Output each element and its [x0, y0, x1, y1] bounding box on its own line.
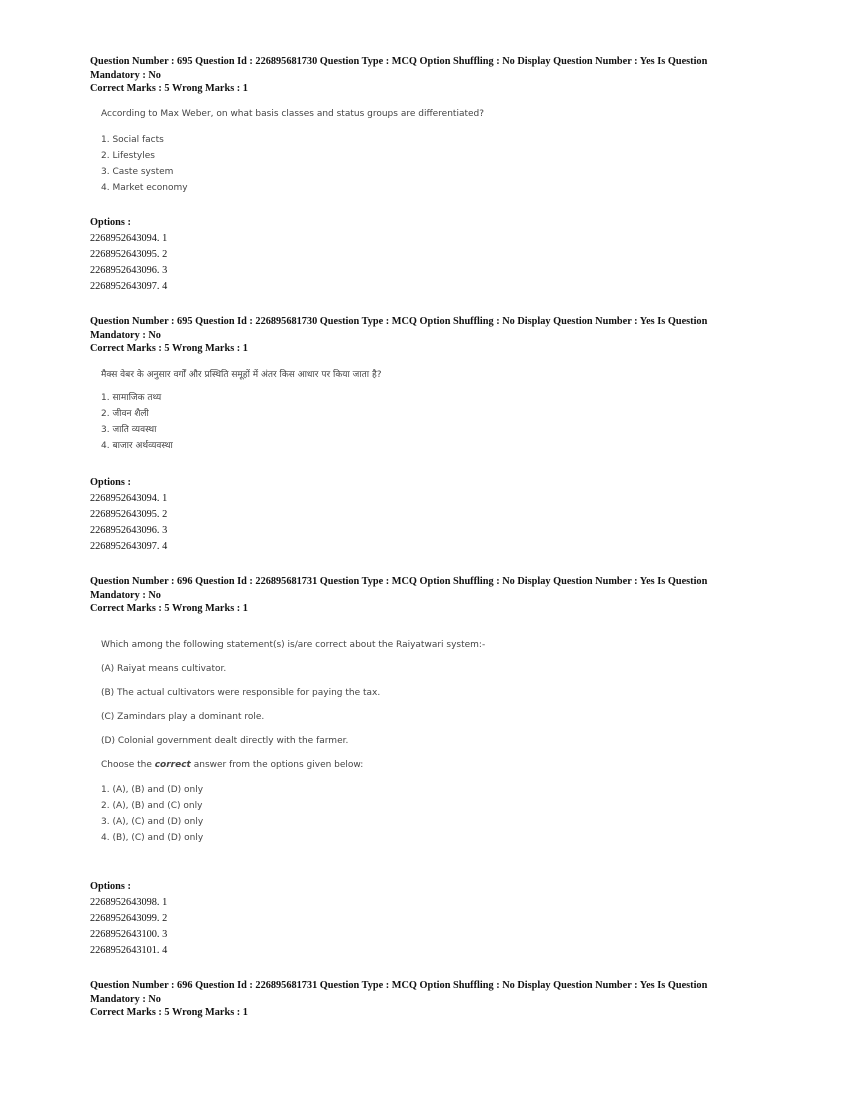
- choice: 1. सामाजिक तथ्य: [101, 393, 162, 403]
- choice: 4. Market economy: [101, 183, 188, 193]
- instruction-emphasis: correct: [154, 760, 191, 770]
- marks-label: Correct Marks : 5 Wrong Marks : 1: [90, 83, 248, 94]
- question-header: [90, 55, 770, 96]
- marks-label: Correct Marks : 5 Wrong Marks : 1: [90, 603, 248, 614]
- question-header: [90, 575, 770, 616]
- mandatory-label: Mandatory : No: [90, 69, 161, 81]
- choice: 2. Lifestyles: [101, 151, 155, 161]
- choice: 3. Caste system: [101, 167, 174, 177]
- question-meta: Question Number : 695 Question Id : 226895681730 Question Type : MCQ Option Shuffling : No Display Question Number : Yes Is Question: [90, 56, 708, 67]
- marks-label: Correct Marks : 5 Wrong Marks : 1: [90, 1007, 248, 1018]
- choice: 2. (A), (B) and (C) only: [101, 801, 203, 811]
- question-body: [90, 640, 781, 846]
- choice: 4. बाजार अर्थव्यवस्था: [101, 441, 173, 451]
- options-list: [90, 475, 770, 555]
- statement: (B) The actual cultivators were responsible for paying the tax.: [101, 688, 381, 698]
- question-text: मैक्स वेबर के अनुसार वर्गों और प्रस्थिति समूहों में अंतर किस आधार पर किया जाता है?: [101, 370, 382, 380]
- mandatory-label: Mandatory : No: [90, 589, 161, 601]
- option-id: 2268952643094. 1: [90, 233, 168, 244]
- instruction: [101, 760, 781, 770]
- marks-label: Correct Marks : 5 Wrong Marks : 1: [90, 343, 248, 354]
- statement: (A) Raiyat means cultivator.: [101, 664, 227, 674]
- options-list: [90, 879, 770, 959]
- mandatory-label: Mandatory : No: [90, 329, 161, 341]
- question-meta: Question Number : 695 Question Id : 226895681730 Question Type : MCQ Option Shuffling : No Display Question Number : Yes Is Question: [90, 316, 708, 327]
- option-id: 2268952643101. 4: [90, 945, 168, 956]
- question-body: [90, 109, 781, 196]
- option-id: 2268952643099. 2: [90, 913, 168, 924]
- choice: 3. (A), (C) and (D) only: [101, 817, 204, 827]
- statement: (D) Colonial government dealt directly with the farmer.: [101, 736, 349, 746]
- statement: (C) Zamindars play a dominant role.: [101, 712, 265, 722]
- instruction-text: Choose the: [101, 760, 155, 770]
- options-title: Options :: [90, 217, 131, 228]
- option-id: 2268952643098. 1: [90, 897, 168, 908]
- instruction-text: answer from the options given below:: [190, 760, 364, 770]
- choice: 1. (A), (B) and (D) only: [101, 785, 204, 795]
- question-text: According to Max Weber, on what basis classes and status groups are differentiated?: [101, 109, 485, 119]
- option-id: 2268952643097. 4: [90, 281, 168, 292]
- option-id: 2268952643095. 2: [90, 249, 168, 260]
- choice: 4. (B), (C) and (D) only: [101, 833, 204, 843]
- choice: 3. जाति व्यवस्था: [101, 425, 157, 435]
- option-id: 2268952643096. 3: [90, 265, 168, 276]
- option-id: 2268952643097. 4: [90, 541, 168, 552]
- option-id: 2268952643100. 3: [90, 929, 168, 940]
- option-id: 2268952643096. 3: [90, 525, 168, 536]
- question-header: [90, 315, 770, 356]
- options-title: Options :: [90, 477, 131, 488]
- question-meta: Question Number : 696 Question Id : 226895681731 Question Type : MCQ Option Shuffling : No Display Question Number : Yes Is Question: [90, 576, 708, 587]
- choice: 1. Social facts: [101, 135, 164, 145]
- mandatory-label: Mandatory : No: [90, 993, 161, 1005]
- choice: 2. जीवन शैली: [101, 409, 149, 419]
- options-title: Options :: [90, 881, 131, 892]
- option-id: 2268952643095. 2: [90, 509, 168, 520]
- question-meta: Question Number : 696 Question Id : 226895681731 Question Type : MCQ Option Shuffling : No Display Question Number : Yes Is Question: [90, 980, 708, 991]
- option-id: 2268952643094. 1: [90, 493, 168, 504]
- question-body: [90, 367, 781, 454]
- question-header: [90, 979, 770, 1020]
- options-list: [90, 215, 770, 295]
- question-text: Which among the following statement(s) is/are correct about the Raiyatwari system:-: [101, 640, 486, 650]
